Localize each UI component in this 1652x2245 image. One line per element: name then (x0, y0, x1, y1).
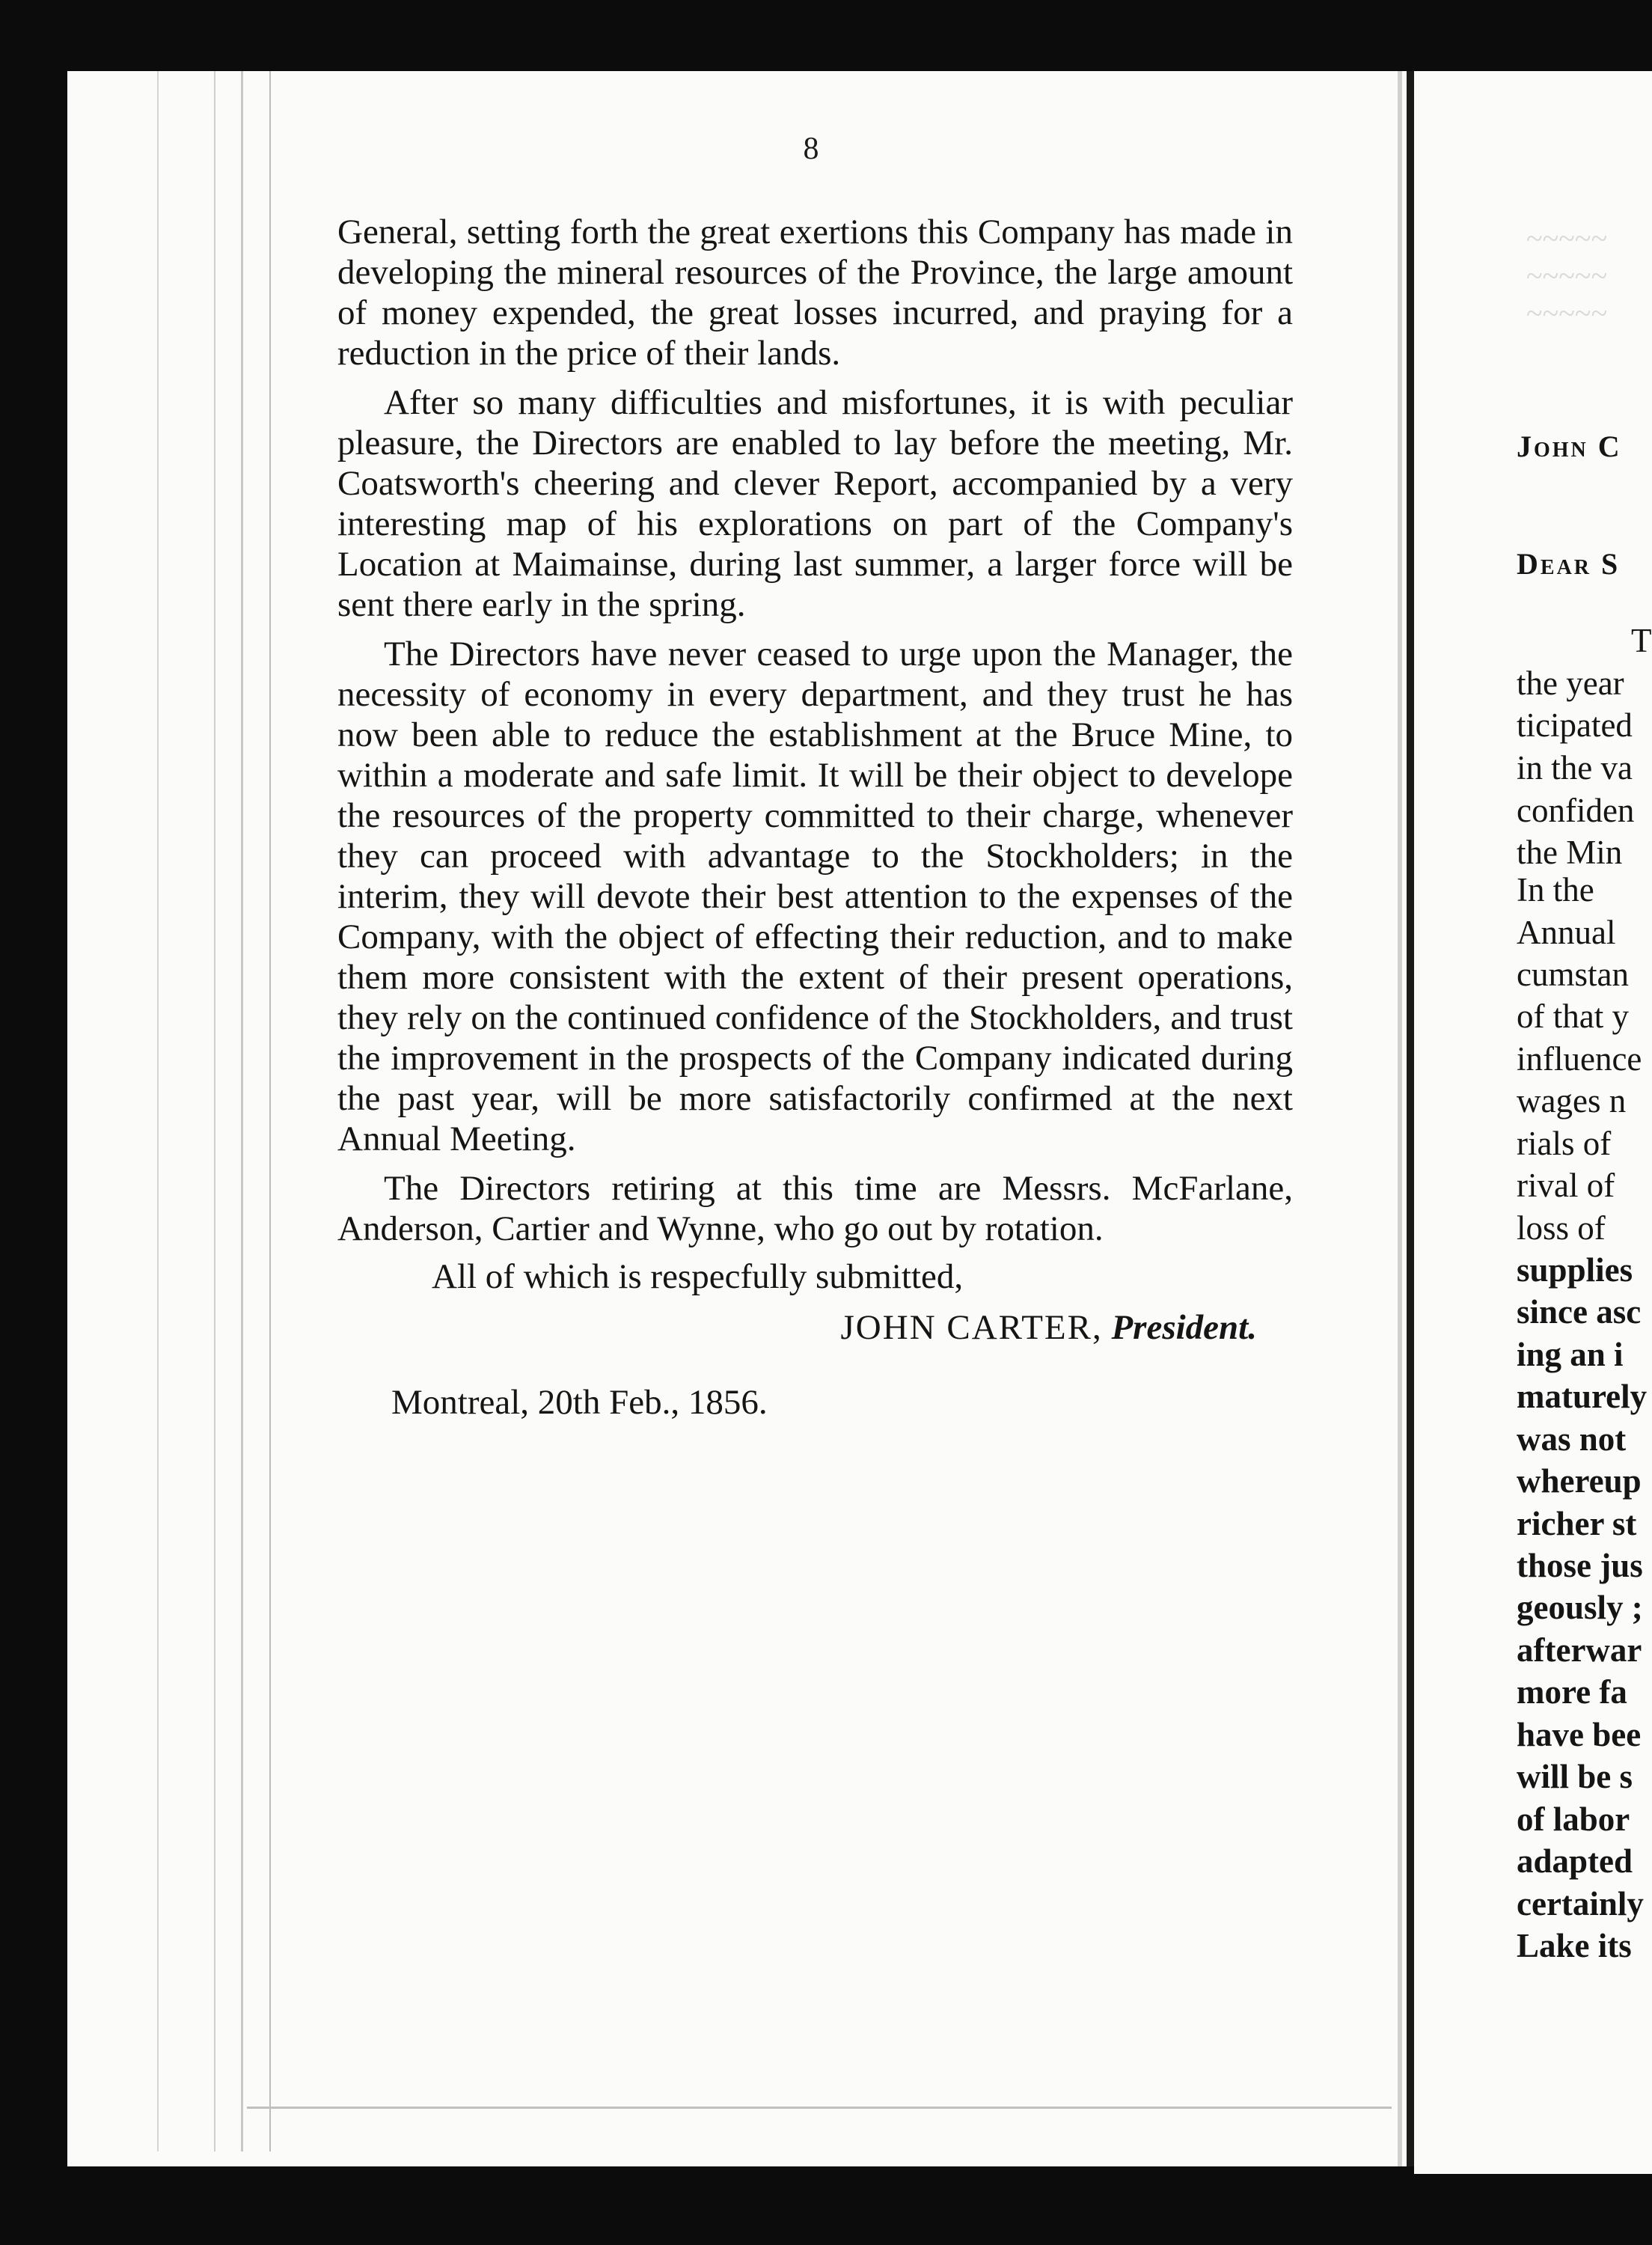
right-page-line: richer st (1517, 1505, 1637, 1542)
right-page-line: In the (1517, 871, 1594, 908)
right-page-line: more fa (1517, 1673, 1627, 1711)
right-page-line: certainly (1517, 1885, 1644, 1922)
right-page-line: since asc (1517, 1293, 1642, 1331)
right-page-salutation: Dear S (1517, 547, 1621, 581)
right-page-line: wages n (1517, 1082, 1627, 1120)
right-page-line: afterwar (1517, 1631, 1642, 1669)
right-page-line: rival of (1517, 1167, 1615, 1204)
page-edge-line (1398, 71, 1402, 2166)
book-gutter (1407, 71, 1414, 2166)
right-page-line: confiden (1517, 792, 1635, 829)
paragraph-3: The Directors have never ceased to urge upon the Manager, the necessity of economy in every department, and they trust he has now been able to reduce the establishment at the Bruce Mine, to within a moderate and safe limit. It will be their object to develope the resources of the property committed to their charge, whenever they can proceed with advantage to the Stockholders; in the interim, they will devote their best attention to the expenses of the Company, with the object of effecting their reduction, and to make them more consistent with the extent of their present operations, they rely on the continued confidence of the Stockholders, and trust the improvement in the prospects of the Company indicated during the past year, will be more satisfactorily confirmed at the next Annual Meeting. (337, 635, 1293, 1158)
signature (337, 1307, 1293, 1348)
signature-name: JOHN CARTER, (840, 1308, 1103, 1347)
right-page-line: Lake its (1517, 1927, 1632, 1964)
right-page-line: will be s (1517, 1758, 1633, 1795)
right-page-line: those jus (1517, 1547, 1643, 1584)
right-page-line: ticipated (1517, 706, 1633, 744)
page-edge-line (247, 2107, 1392, 2109)
right-page-line: the Min (1517, 834, 1623, 871)
right-page-line: whereup (1517, 1462, 1642, 1500)
right-page-line: of that y (1517, 998, 1629, 1035)
right-page-line: of labor (1517, 1800, 1630, 1838)
right-page-line: adapted (1517, 1842, 1633, 1880)
right-page: ~~~~~ ~~~~~ ~~~~~ (1414, 71, 1652, 2174)
right-page-line: supplies (1517, 1251, 1633, 1289)
right-page-line: T (1631, 622, 1652, 659)
signature-title: President. (1111, 1308, 1257, 1347)
page-edge-line (214, 71, 215, 2151)
right-page-line: in the va (1517, 749, 1633, 786)
dateline: Montreal, 20th Feb., 1856. (391, 1383, 768, 1422)
right-page-line: have bee (1517, 1716, 1642, 1753)
page-number: 8 (803, 132, 819, 166)
paragraph-1: General, setting forth the great exertions this Company has made in developing the mineral resources of the Province, the large amount of money expended, the great losses incurred, and praying for a reduction in the price of their lands. (337, 213, 1293, 373)
right-page-line: rials of (1517, 1125, 1612, 1162)
paragraph-4: The Directors retiring at this time are Messrs. McFarlane, Anderson, Cartier and Wynne, who go out by rotation. (337, 1169, 1293, 1248)
right-page-line: was not (1517, 1420, 1627, 1458)
right-page-heading: John C (1517, 430, 1622, 463)
right-page-line: influence (1517, 1040, 1642, 1078)
signoff: All of which is respecfully submitted, (432, 1257, 964, 1296)
right-page-line: the year (1517, 665, 1624, 702)
right-page-line: loss of (1517, 1209, 1606, 1247)
right-page-line: Annual (1517, 914, 1616, 951)
right-page-line: maturely (1517, 1378, 1648, 1415)
page-edge-line (269, 71, 271, 2151)
right-page-line: ing an i (1517, 1336, 1624, 1373)
right-page-line: cumstan (1517, 956, 1629, 993)
paragraph-2: After so many difficulties and misfortunes, it is with peculiar pleasure, the Directors are enabled to lay before the meeting, Mr. Coatsworth's cheering and clever Report, accompanied by a very interesting map of his explorations on part of the Company's Location at Maimainse, during last summer, a larger force will be sent there early in the spring. (337, 383, 1293, 624)
page-edge-line (241, 71, 243, 2151)
page-edge-line (157, 71, 159, 2151)
right-page-line: geously ; (1517, 1589, 1643, 1626)
left-page-body (337, 212, 1293, 1458)
